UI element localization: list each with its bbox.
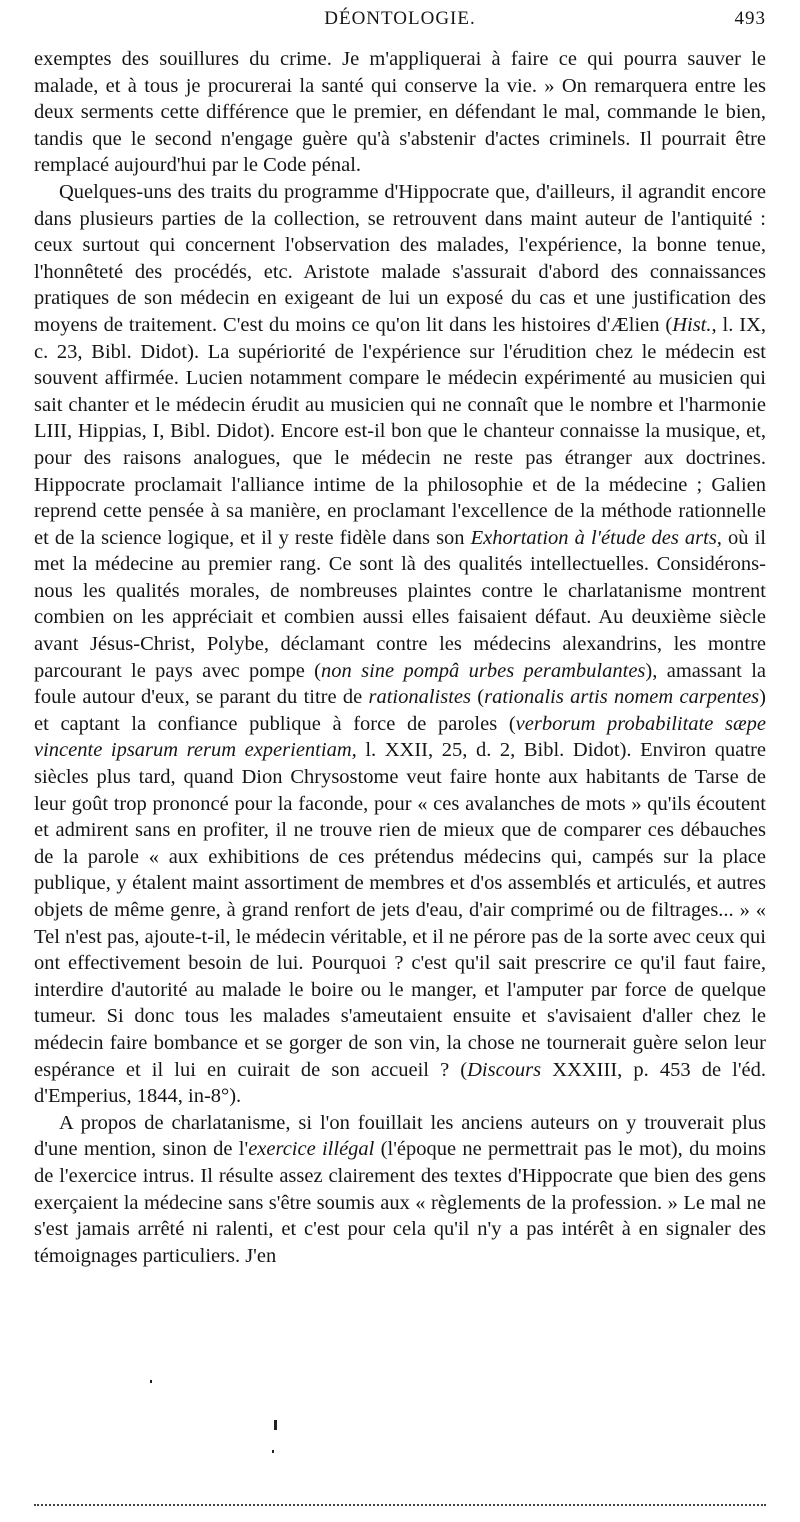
speck — [150, 1380, 152, 1383]
paragraph — [34, 179, 766, 1110]
text-run: XXXIII, p. 453 de l'éd. d'Emperius, 1844, in-8°). — [34, 1058, 767, 1108]
page-number: 493 — [734, 8, 766, 29]
italic-run: exercice illégal — [248, 1138, 375, 1161]
speck — [274, 1420, 277, 1430]
italic-run: Hist. — [672, 313, 712, 336]
paragraph — [34, 46, 766, 179]
text-run: exemptes des souillures du crime. Je m'appliquerai à faire ce qui pourra sauver le malade, et à tous je procurerai la santé qui conserve la vie. » On remarquera entre les deux serments cette différence que le premier, en défendant le mal, commande le bien, tandis que le second n'engage guère qu'à s'abstenir d'actes criminels. Il pourrait être remplacé aujourd'hui par le Code pénal. — [34, 48, 766, 177]
italic-run: rationalistes — [368, 686, 471, 709]
text-run: Quelques-uns des traits du programme d'Hippocrate que, d'ailleurs, il agrandit encore dans plusieurs parties de la collection, se retrouvent dans maint auteur de l'antiquité : ceux surtout qui concernent l'observation des malades, l'expérience, la bonne tenue, l'honnêteté des procédés, etc. Aristote malade s'assurait d'abord des connaissances pratiques de son médecin en exigeant de lui un exposé du cas et une justification des moyens de traitement. C'est du moins ce qu'on lit dans les histoires d'Ælien ( — [34, 180, 766, 336]
text-run: l. XXII, 25, d. 2, Bibl. Didot). Environ quatre siècles plus tard, quand Dion Chrysostome veut faire honte aux habitants de Tarse de leur goût trop prononcé pour la faconde, pour « ces avalanches de mots » qu'ils écoutent et admirent sans en profiter, il ne trouve rien de mieux que de comparer ces débauches de la parole « aux exhibitions de ces prétendus médecins qui, campés sur la place publique, y étalent maint assortiment de membres et d'os assemblés et articulés, et autres objets de même genre, à grand renfort de jets d'eau, d'air comprimé ou de filtrages... » « Tel n'est pas, ajoute-t-il, le médecin véritable, et il ne pérore pas de la sorte avec ceux qui ont effectivement besoin de lui. Pourquoi ? c'est qu'il sait prescrire ce qu'il faut faire, interdire d'autorité au malade le boire ou le manger, et l'amputer par force de quelque tumeur. Si donc tous les malades s'ameutaient ensuite et s'avisaient d'aller chez le médecin faire bombance et se gorger de son vin, la chose ne tournerait guère selon leur espérance et il lui en cuirait de son accueil ? ( — [34, 739, 766, 1081]
text-run: (l'époque ne permettrait pas le mot), du moins de l'exercice intrus. Il résulte assez clairement des textes d'Hippocrate que bien des gens exerçaient la médecine sans s'être soumis aux « règlements de la profession. » Le mal ne s'est jamais arrêté ni ralenti, et c'est pour cela qu'il n'y a pas intérêt à en signaler des témoignages particuliers. J'en — [34, 1138, 766, 1267]
text-run: ( — [471, 686, 485, 709]
text-run: A propos de charlatanisme, si l'on fouillait les anciens auteurs on y trouverait plus d'une mention, sinon de l' — [34, 1111, 766, 1161]
italic-run: Discours — [467, 1058, 542, 1081]
italic-run: non sine pompâ urbes perambulantes — [320, 659, 646, 682]
paragraph — [34, 1110, 766, 1270]
body-text — [34, 46, 766, 1269]
running-title: DÉONTOLOGIE. — [324, 8, 476, 29]
speck — [272, 1450, 274, 1453]
italic-run: rationalis artis nomem carpentes — [484, 686, 760, 709]
print-specks — [150, 1380, 450, 1480]
text-run: , l. IX, c. 23, Bibl. Didot). La supériorité de l'expérience sur l'érudition chez le médecin est souvent affirmée. Lucien notamment compare le médecin expérimenté au musicien qui sait chanter et le médecin érudit au musicien qui ne connaît que le nombre et l'harmonie LIII, Hippias, I, Bibl. Didot). Encore est-il bon que le chanteur connaisse la musique, et, pour des raisons analogues, que le médecin ne reste pas étranger aux doctrines. Hippocrate proclamait l'alliance intime de la philosophie et de la médecine ; Galien reprend cette pensée à sa manière, en proclamant l'excellence de la méthode rationnelle et de la science logique, et il y reste fidèle dans son — [34, 313, 766, 549]
text-run: où il met la médecine au premier rang. Ce sont là des qualités intellectuelles. Considérons-nous les qualités morales, de nombreuses plaintes contre le charlatanisme montrent combien on les appréciait et combien aussi elles faisaient défaut. Au deuxième siècle avant Jésus-Christ, Polybe, déclamant contre les médecins alexandrins, les montre parcourant le pays avec pompe ( — [34, 526, 766, 682]
italic-run: Exhortation à l'étude des arts, — [470, 526, 722, 549]
text-run: ) et captant la confiance publique à force de paroles ( — [34, 686, 766, 735]
bottom-dotted-rule — [34, 1504, 766, 1506]
italic-run: verborum probabilitate sæpe vincente ipsarum rerum experientiam, — [34, 712, 766, 762]
running-head — [34, 8, 766, 34]
text-run: ), amassant la foule autour d'eux, se parant du titre de — [34, 659, 767, 709]
